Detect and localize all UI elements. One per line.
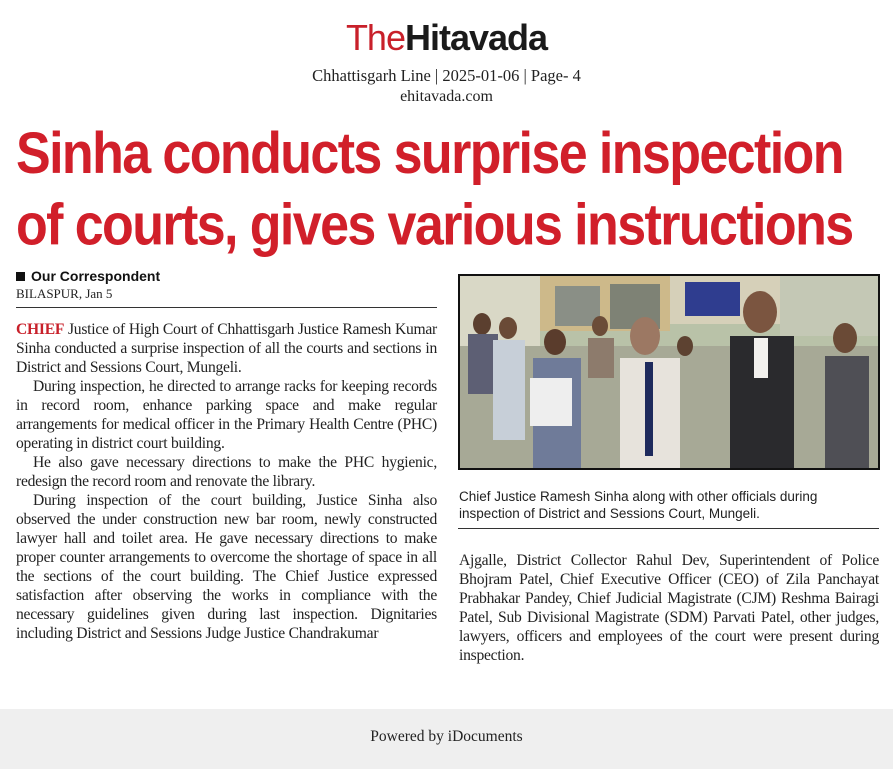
headline-line-2: of courts, gives various instructions <box>16 193 853 258</box>
website-line: ehitavada.com <box>400 88 493 105</box>
article-headline <box>16 118 886 261</box>
byline-block <box>16 268 436 303</box>
edition-line: Chhattisgarh Line | 2025-01-06 | Page- 4 <box>312 66 581 85</box>
byline <box>16 268 436 285</box>
square-bullet-icon <box>16 272 25 281</box>
paragraph-5: Ajgalle, District Collector Rahul Dev, Superintendent of Police Bhojram Patel, Chief Executive Officer (CEO) of Zila Panchayat Prabhakar Pandey, Chief Judicial Magistrate (CJM) Reshma Bairagi Patel, Sub Divisional Magistrate (SDM) Parvati Patel, other judges, lawyers, officers and employees of the court were present during inspection. <box>459 552 879 664</box>
dateline: BILASPUR, Jan 5 <box>16 286 113 301</box>
lead-word: CHIEF <box>16 321 65 338</box>
article-photo <box>458 274 880 470</box>
paragraph-2: During inspection, he directed to arrange racks for keeping records in record room, enhance parking space and make regular arrangements for medical officer in the Primary Health Centre (PHC) operating in district court building. <box>16 378 437 452</box>
article-column-right <box>459 551 879 665</box>
article-column-left <box>16 320 437 643</box>
byline-text: Our Correspondent <box>31 268 161 284</box>
newspaper-logo <box>0 18 893 58</box>
lead-text: Justice of High Court of Chhattisgarh Justice Ramesh Kumar Sinha conducted a surprise inspection of all the courts and sections in District and Sessions Court, Mungeli. <box>16 321 437 376</box>
paragraph-3: He also gave necessary directions to make the PHC hygienic, redesign the record room and renovate the library. <box>16 454 437 490</box>
footer <box>0 709 893 769</box>
lead-paragraph <box>16 320 437 377</box>
masthead <box>0 18 893 58</box>
powered-by-link[interactable]: Powered by iDocuments <box>370 728 523 745</box>
logo-hitavada: Hitavada <box>404 17 548 58</box>
divider <box>16 307 437 308</box>
headline-line-1: Sinha conducts surprise inspection <box>16 121 843 187</box>
logo-the: The <box>345 17 405 58</box>
divider <box>458 528 879 529</box>
photo-caption: Chief Justice Ramesh Sinha along with other officials during inspection of District and Sessions Court, Mungeli. <box>459 489 818 521</box>
paragraph-4: During inspection of the court building, Justice Sinha also observed the under construction new bar room, newly constructed lawyer hall and toilet area. He gave necessary directions to make proper counter arrangements to overcome the shortage of space in all the sections of the court building. The Chief Justice expressed satisfaction after observing the works in compliance with the necessary guidelines given during last inspection. Dignitaries including District and Sessions Judge Justice Chandrakumar <box>16 492 437 642</box>
